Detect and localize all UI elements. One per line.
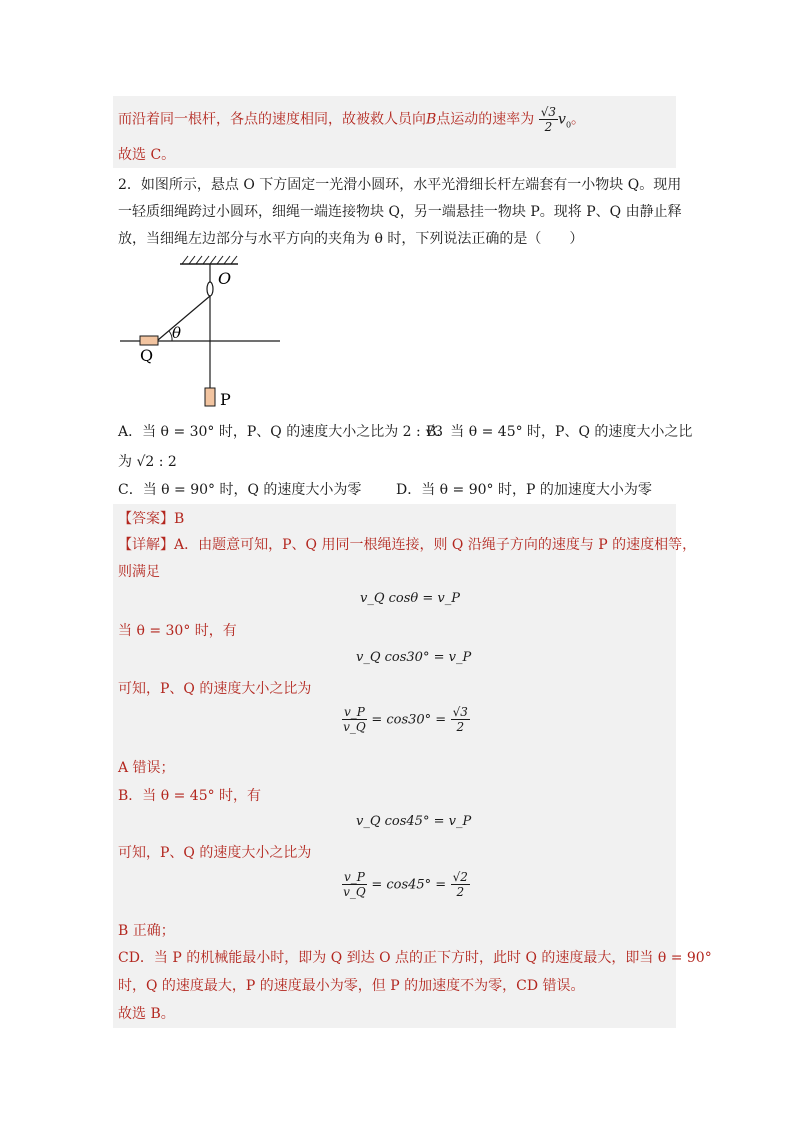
- option-b: B．当 θ = 45° 时，P、Q 的速度大小之比: [426, 424, 693, 440]
- detail-line-9: CD．当 P 的机械能最小时，即为 Q 到达 O 点的正下方时，此时 Q 的速度最大，即当 θ = 90°: [118, 950, 712, 966]
- label-Q: Q: [140, 346, 154, 365]
- pulley-diagram: [110, 252, 310, 412]
- detail-line-10: 时，Q 的速度最大，P 的速度最小为零，但 P 的加速度不为零，CD 错误。: [118, 978, 585, 994]
- detail-line-11: 故选 B。: [118, 1006, 175, 1022]
- question-line-2: 一轻质细绳跨过小圆环，细绳一端连接物块 Q，另一端悬挂一物块 P。现将 P、Q 由静止释: [118, 204, 682, 220]
- detail-line-6: B．当 θ = 45° 时，有: [118, 788, 262, 804]
- equation-3: $\frac{v\_P}{v\_Q}$ = cos30° = $\frac{√3}{2}$: [343, 705, 468, 734]
- detail-line-5: A 错误；: [118, 760, 175, 776]
- equation-4: v_Q cos45° = v_P: [356, 814, 472, 829]
- equation-1: v_Q cosθ = v_P: [360, 591, 460, 606]
- option-d: D．当 θ = 90° 时，P 的加速度大小为零: [396, 482, 652, 498]
- detail-line-2: 则满足: [118, 564, 160, 580]
- detail-line-7: 可知，P、Q 的速度大小之比为: [118, 845, 312, 861]
- option-a: A．当 θ = 30° 时，P、Q 的速度大小之比为 2 : √3: [118, 424, 444, 440]
- answer-label: 【答案】B: [118, 511, 185, 527]
- equation-5: $\frac{v\_P}{v\_Q}$ = cos45° = $\frac{√2}{2}$: [343, 870, 468, 899]
- option-b-cont: 为 √2 : 2: [118, 454, 177, 470]
- block-Q: [140, 336, 158, 345]
- detail-line-1: 【详解】A．由题意可知，P、Q 用同一根绳连接，则 Q 沿绳子方向的速度与 P 的速度相等，: [118, 537, 697, 553]
- label-theta: θ: [172, 324, 182, 342]
- detail-line-3: 当 θ = 30° 时，有: [118, 623, 237, 639]
- ceiling: [180, 256, 238, 264]
- rope-left: [158, 296, 210, 340]
- question-line-1: 2．如图所示，悬点 O 下方固定一光滑小圆环，水平光滑细长杆左端套有一小物块 Q。现用: [118, 177, 682, 193]
- equation-2: v_Q cos30° = v_P: [356, 650, 472, 665]
- top-line-2: 故选 C。: [118, 147, 176, 163]
- top-line-1: 而沿着同一根杆，各点的速度相同，故被救人员向B点运动的速率为 $\frac{√3}{2}$ $v_0$。: [118, 105, 586, 134]
- ring: [207, 282, 213, 296]
- top-fraction: $\frac{√3}{2}$: [540, 105, 557, 134]
- question-line-3: 放，当细绳左边部分与水平方向的夹角为 θ 时，下列说法正确的是（ ）: [118, 231, 584, 247]
- label-O: O: [218, 269, 232, 288]
- option-c: C．当 θ = 90° 时，Q 的速度大小为零: [118, 482, 362, 498]
- block-P: [205, 388, 215, 406]
- detail-line-8: B 正确；: [118, 923, 175, 939]
- detail-line-4: 可知，P、Q 的速度大小之比为: [118, 681, 312, 697]
- label-P: P: [220, 390, 231, 409]
